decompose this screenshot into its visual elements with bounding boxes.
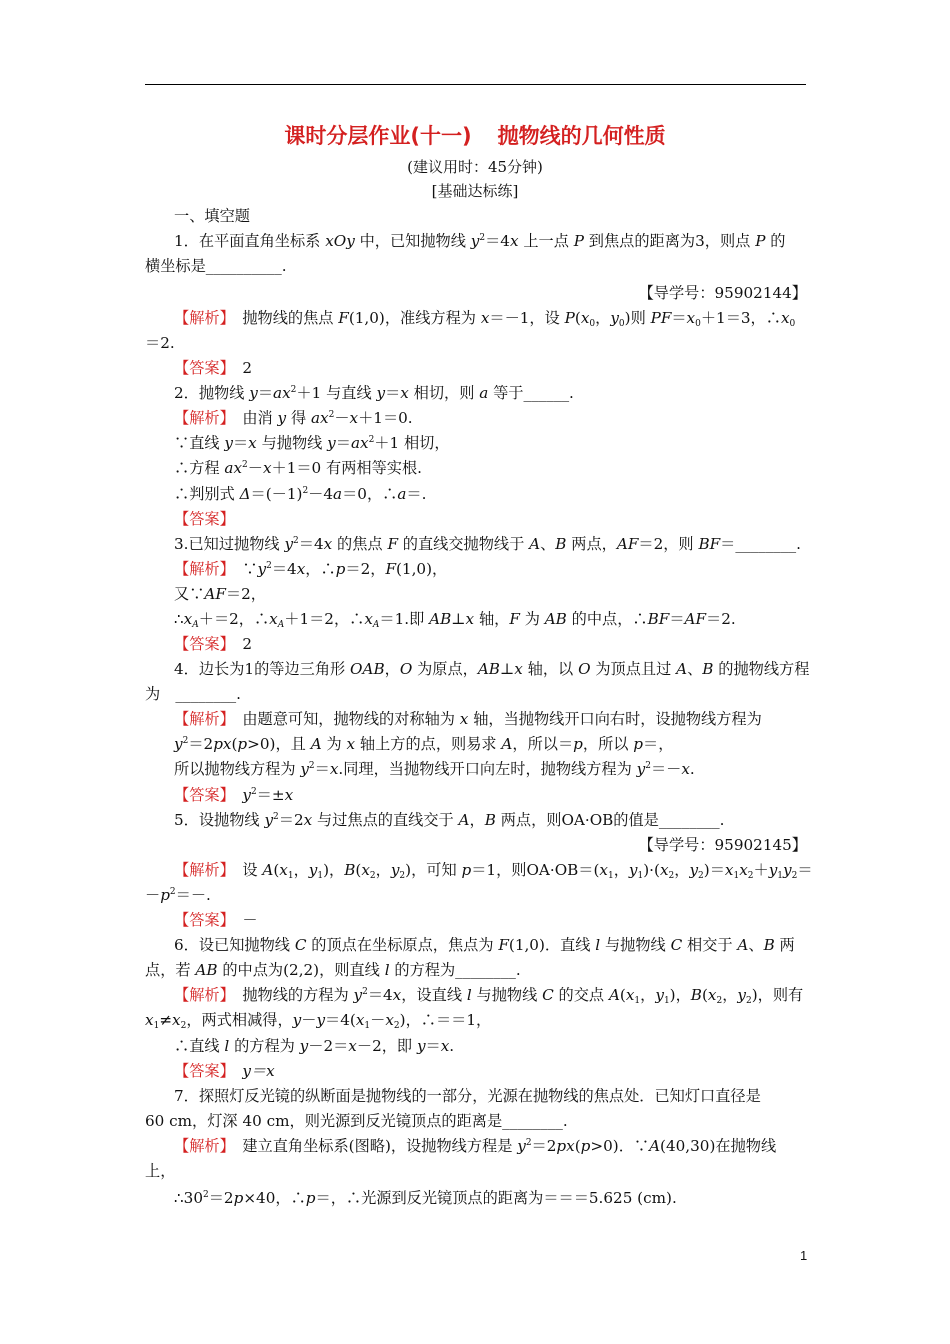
- q3-line1: 3.已知过抛物线 $y^2=4x$ 的焦点 F 的直线交抛物线于 A、B 两点，AF＝2，则 BF＝________.: [174, 535, 801, 553]
- q6-step2: ∴直线 l 的方程为 y－2＝x－2，即 y＝x.: [174, 1037, 455, 1055]
- q5-analysis: 【解析】 设 $A(x_1$，$y_1$)，$B(x_2$，$y_2$)，可知 p＝1，则$OA\cdot OB=(x_1$，$y_1)\cdot(x_2$，$y_2)=x_1x_2+y_1y_2=$: [174, 861, 813, 881]
- q6-step1: $x_1\ne x_2$，两式相减得，$y-y=4(x_1-x_2)$，∴＝＝1，: [145, 1011, 492, 1031]
- section-heading: 一、填空题: [174, 207, 250, 225]
- q5-line1: 5．设抛物线 $y^2=2x$ 与过焦点的直线交于 A，B 两点，则OA·OB的值是________.: [174, 811, 725, 829]
- q7-line1: 7．探照灯反光镜的纵断面是抛物线的一部分，光源在抛物线的焦点处．已知灯口直径是: [174, 1087, 761, 1105]
- q4-step1: $y^2=2px(p>0)$，且 A 为 x 轴上方的点，则易求 A，所以＝p，所以 p＝，: [174, 735, 674, 753]
- q6-line1: 6．设已知抛物线 C 的顶点在坐标原点，焦点为 F(1,0)．直线 l 与抛物线 C 相交于 A、B 两: [174, 936, 795, 954]
- q1-analysis: 【解析】 抛物线的焦点 F(1,0)，准线方程为 x＝－1，设 $P(x_0$，$y_0$)则 $PF=x_0+1=3$，$\therefore x_0$: [174, 309, 796, 329]
- q3-analysis: 【解析】 $\because y^2=4x$，∴p＝2，F(1,0)，: [174, 560, 448, 578]
- q4-line1: 4．边长为1的等边三角形 OAB，O 为原点，AB⊥x 轴，以 O 为顶点且过 A、B 的抛物线方程: [174, 660, 810, 678]
- time-hint: (建议用时：45分钟): [407, 158, 543, 176]
- q3-step2: $\therefore x_A+=2$，$\therefore x_A+1=2$，$\therefore x_A=1$.即 AB⊥x 轴，F 为 AB 的中点，∴BF＝AF＝2.: [174, 610, 736, 630]
- q1-analysis-cont: ＝2.: [145, 334, 175, 352]
- q7-line2: 60 cm，灯深 40 cm，则光源到反光镜顶点的距离是________.: [145, 1112, 568, 1130]
- q3-answer: 【答案】 2: [174, 635, 253, 653]
- q2-step3: ∴判别式 $\Delta=(-1)^2-4a=0$，∴a＝.: [174, 485, 427, 503]
- q7-analysis: 【解析】 建立直角坐标系(图略)，设抛物线方程是 $y^2=2px(p>0)$．∵A(40,30)在抛物线: [174, 1137, 777, 1155]
- header-rule: [145, 84, 806, 85]
- q7-step1: $\therefore 30^2=2p\times 40$，∴p＝，∴光源到反光镜顶点的距离为＝＝＝5.625 (cm).: [174, 1189, 677, 1207]
- guide-number-1: 【导学号：95902144】: [638, 284, 807, 302]
- q2-step1: ∵直线 y＝x 与抛物线 $y=ax^2+1$ 相切，: [174, 434, 450, 452]
- q6-answer: 【答案】 y＝x: [174, 1062, 275, 1080]
- q2-analysis: 【解析】 由消 y 得 $ax^2-x+1=0$.: [174, 409, 413, 427]
- q4-step2: 所以抛物线方程为 $y^2=x$.同理，当抛物线开口向左时，抛物线方程为 $y^2=-x$.: [174, 760, 695, 778]
- q4-line2: 为 ________.: [145, 685, 241, 703]
- page-title: 课时分层作业(十一) 抛物线的几何性质: [284, 124, 666, 148]
- q1-line2: 横坐标是__________.: [145, 257, 287, 275]
- q6-line2: 点，若 AB 的中点为(2,2)，则直线 l 的方程为________.: [145, 961, 521, 979]
- page-number: 1: [800, 1248, 808, 1263]
- q5-analysis-cont: $-p^2=-$.: [145, 886, 211, 904]
- q2-answer: 【答案】: [174, 510, 235, 528]
- q5-answer: 【答案】 －: [174, 911, 258, 929]
- guide-number-2: 【导学号：95902145】: [638, 836, 807, 854]
- q6-analysis: 【解析】 抛物线的方程为 $y^2=4x$，设直线 l 与抛物线 C 的交点 $A(x_1$，$y_1$)，$B(x_2$，$y_2$)，则有: [174, 986, 804, 1006]
- q7-analysis-cont: 上，: [145, 1162, 176, 1180]
- q2-step2: ∴方程 $ax^2-x+1=0$ 有两相等实根.: [174, 459, 422, 477]
- q2-line1: 2．抛物线 $y=ax^2+1$ 与直线 y＝x 相切，则 a 等于______.: [174, 384, 574, 402]
- q4-answer: 【答案】 $y^2=\pm x$: [174, 786, 294, 804]
- level-label: [基础达标练]: [431, 182, 519, 200]
- q1-line1: 1．在平面直角坐标系 xOy 中，已知抛物线 $y^2=4x$ 上一点 P 到焦点的距离为3，则点 P 的: [174, 232, 786, 250]
- q1-answer: 【答案】 2: [174, 359, 253, 377]
- q4-analysis: 【解析】 由题意可知，抛物线的对称轴为 x 轴，当抛物线开口向右时，设抛物线方程为: [174, 710, 762, 728]
- q3-step1: 又∵AF＝2，: [174, 585, 266, 603]
